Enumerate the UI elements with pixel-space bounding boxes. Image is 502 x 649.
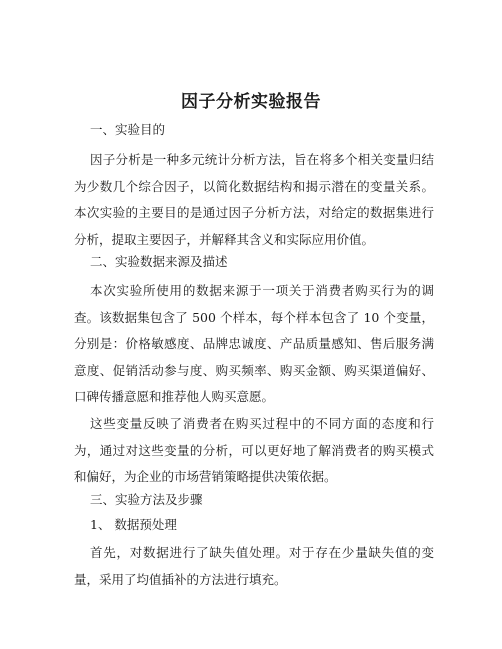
section-heading-data-source: 二、实验数据来源及描述: [90, 254, 228, 269]
paragraph-data-source: 本次实验所使用的数据来源于一项关于消费者购买行为的调查。该数据集包含了 500 个样本，每个样本包含了 10 个变量，分别是：价格敏感度、品牌忠诚度、产品质量感知、售后服务满意度、促销活动参与度、购买频率、购买金额、购买渠道偏好、口碑传播意愿和推荐他人购买意愿。: [74, 283, 434, 404]
document-title: 因子分析实验报告: [181, 92, 321, 112]
paragraph-purpose: 因子分析是一种多元统计分析方法，旨在将多个相关变量归结为少数几个综合因子，以简化数据结构和揭示潜在的变量关系。本次实验的主要目的是通过因子分析方法，对给定的数据集进行分析，提取主要因子，并解释其含义和实际应用价值。: [74, 152, 434, 247]
paragraph-variables-meaning: 这些变量反映了消费者在购买过程中的不同方面的态度和行为，通过对这些变量的分析，可以更好地了解消费者的购买模式和偏好，为企业的市场营销策略提供决策依据。: [74, 416, 434, 484]
section-heading-method: 三、实验方法及步骤: [90, 492, 203, 507]
paragraph-preprocessing: 首先，对数据进行了缺失值处理。对于存在少量缺失值的变量，采用了均值插补的方法进行填充。: [74, 545, 434, 587]
section-heading-purpose: 一、实验目的: [90, 122, 166, 137]
subheading-preprocessing: 1、 数据预处理: [90, 517, 177, 532]
